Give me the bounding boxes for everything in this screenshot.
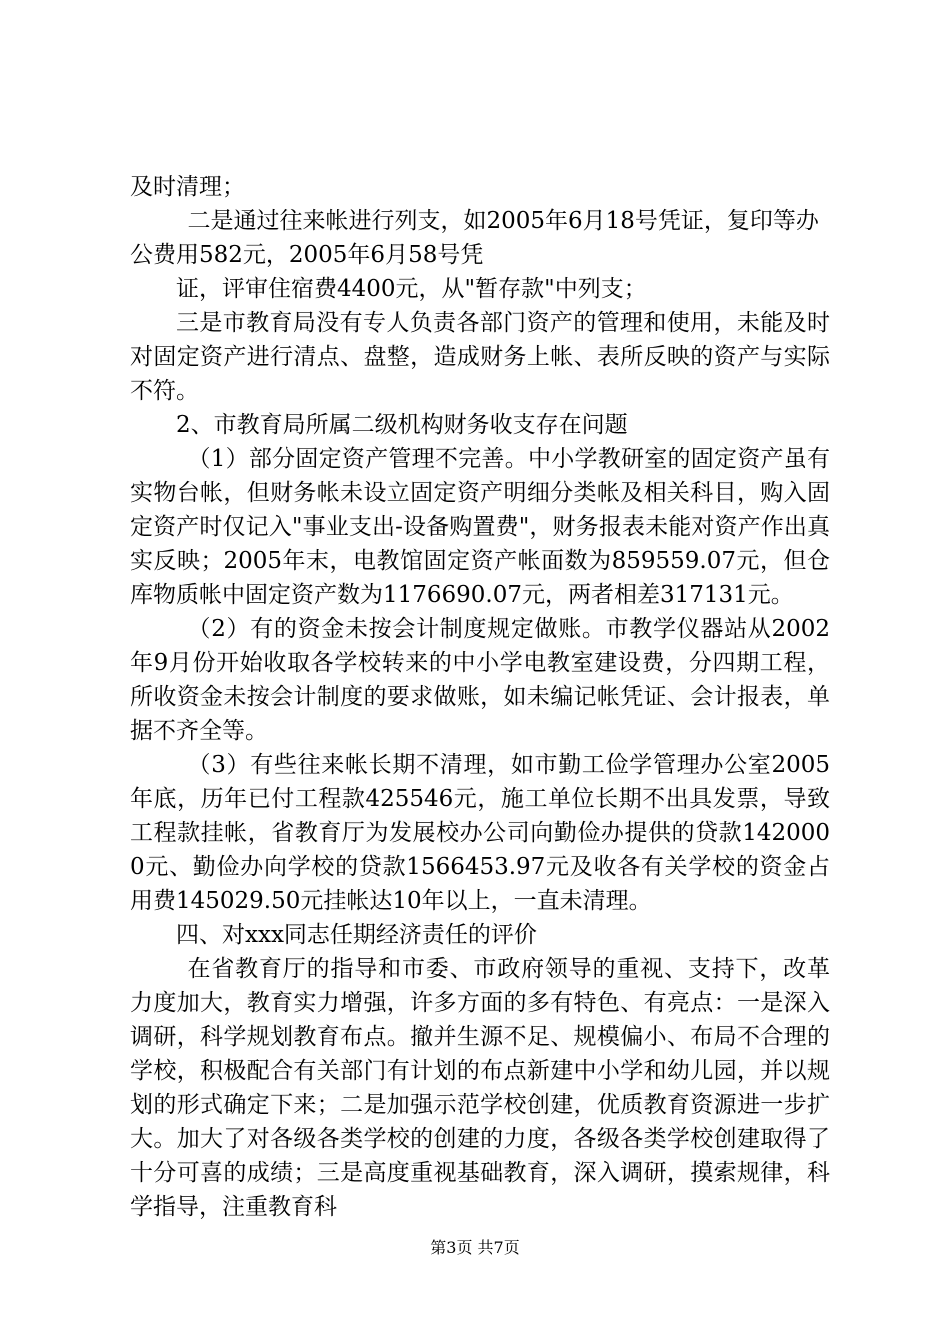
section-heading-evaluation: 四、对xxx同志任期经济责任的评价: [176, 922, 537, 948]
section-heading-secondary-institutions: 2、市教育局所属二级机构财务收支存在问题: [176, 412, 628, 438]
paragraph-continuation: 及时清理；: [130, 174, 245, 200]
paragraph-second-item-continued: 证，评审住宿费4400元，从"暂存款"中列支；: [176, 276, 647, 302]
paragraph-second-item: 二是通过往来帐进行列支，如2005年6月18号凭证，复印等办公费用582元，2005年6月58号凭: [130, 208, 819, 268]
paragraph-fixed-assets: （1）部分固定资产管理不完善。中小学教研室的固定资产虽有实物台帐，但财务帐未设立固定资产明细分类帐及相关科目，购入固定资产时仅记入"事业支出-设备购置费"，财务报表未能对资产作出真实反映；2005年末，电教馆固定资产帐面数为859559.07元，但仓库物质帐中固定资产数为1176690.07元，两者相差317131元。: [130, 446, 830, 608]
document-body: [130, 170, 830, 1224]
paragraph-evaluation: 在省教育厅的指导和市委、市政府领导的重视、支持下，改革力度加大，教育实力增强，许多方面的多有特色、有亮点：一是深入调研，科学规划教育布点。撤并生源不足、规模偏小、布局不合理的学校，积极配合有关部门有计划的布点新建中小学和幼儿园，并以规划的形式确定下来；二是加强示范学校创建，优质教育资源进一步扩大。加大了对各级各类学校的创建的力度，各级各类学校创建取得了十分可喜的成绩；三是高度重视基础教育，深入调研，摸索规律，科学指导，注重教育科: [130, 956, 830, 1220]
page-number-footer: 第3页 共7页: [430, 1238, 520, 1257]
paragraph-accounts-uncleared: （3）有些往来帐长期不清理，如市勤工俭学管理办公室2005年底，历年已付工程款425546元，施工单位长期不出具发票，导致工程款挂帐，省教育厅为发展校办公司向勤俭办提供的贷款1420000元、勤俭办向学校的贷款1566453.97元及收各有关学校的资金占用费145029.50元挂帐达10年以上，一直未清理。: [130, 752, 830, 914]
paragraph-third-item: 三是市教育局没有专人负责各部门资产的管理和使用，未能及时对固定资产进行清点、盘整，造成财务上帐、表所反映的资产与实际不符。: [130, 310, 830, 404]
paragraph-accounting: （2）有的资金未按会计制度规定做账。市教学仪器站从2002年9月份开始收取各学校转来的中小学电教室建设费，分四期工程，所收资金未按会计制度的要求做账，如未编记帐凭证、会计报表，单据不齐全等。: [130, 616, 830, 744]
